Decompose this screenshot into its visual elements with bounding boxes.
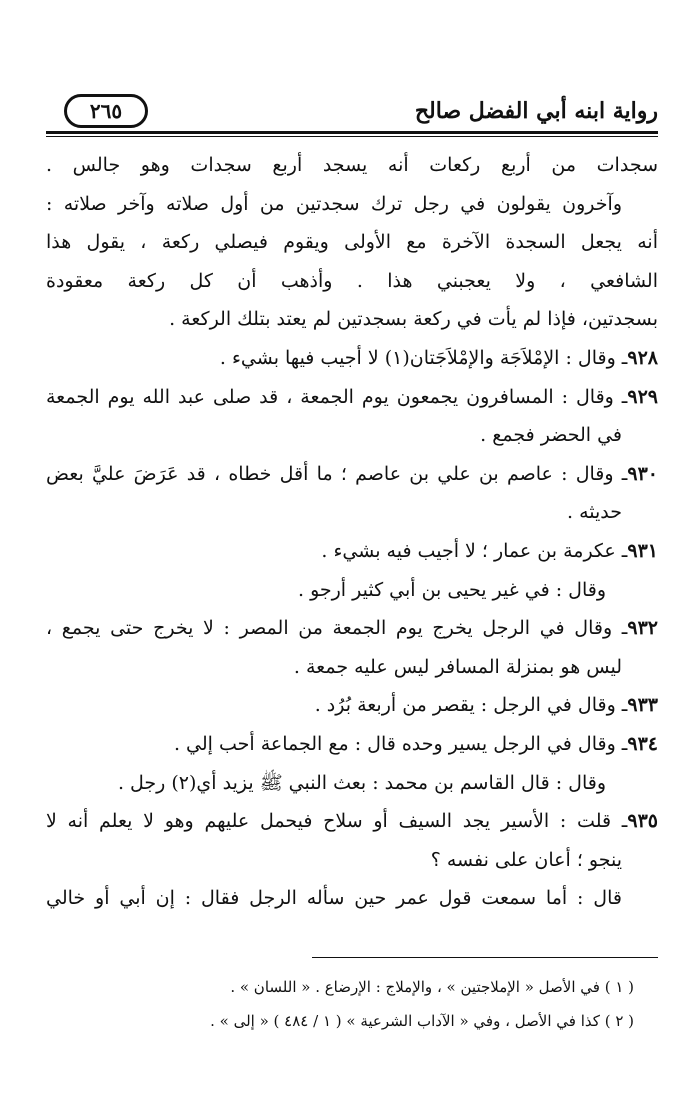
text-line: الشافعي ، ولا يعجبني هذا . وأذهب أن كل ركعة معقودة	[46, 269, 658, 292]
text-line: وقال : في غير يحيى بن أبي كثير أرجو .	[297, 578, 606, 601]
entry-number: ٩٢٨	[627, 346, 658, 369]
entry-text: ـ وقال : المسافرون يجمعون يوم الجمعة ، قد صلى عبد الله يوم الجمعة	[46, 385, 628, 408]
text-line: بسجدتين، فإذا لم يأت في ركعة بسجدتين لم يعتد بتلك الركعة .	[169, 308, 658, 331]
entry-text: ـ عكرمة بن عمار ؛ لا أجيب فيه بشيء .	[321, 539, 628, 562]
text-line: وقال : قال القاسم بن محمد : بعث النبي ﷺ يزيد أي(٢) رجل .	[117, 771, 606, 794]
entry-text: ـ وقال : عاصم بن علي بن عاصم ؛ ما أقل خطاه ، قد عَرَضَ عليَّ بعض	[46, 462, 628, 485]
entry-number: ٩٣٣	[627, 694, 658, 717]
header-rule	[46, 131, 658, 134]
entry-931	[46, 532, 658, 571]
entry-text: ـ وقال في الرجل : يقصر من أربعة بُرُد .	[314, 694, 628, 717]
footnotes	[46, 970, 634, 1038]
running-header	[46, 92, 658, 136]
entry-text: ـ وقال في الرجل يسير وحده قال : مع الجماعة أحب إلي .	[173, 732, 628, 755]
text-line: قال : أما سمعت قول عمر حين سأله الرجل فقال : إن أبي أو خالي	[46, 887, 622, 910]
header-rule-thin	[46, 136, 658, 137]
entry-928	[46, 339, 658, 378]
entry-text: ـ قلت : الأسير يجد السيف أو سلاح فيحمل عليهم وهو لا يعلم أنه لا	[46, 810, 628, 833]
entry-934	[46, 725, 658, 764]
entry-number: ٩٣١	[627, 539, 658, 562]
entry-932	[46, 609, 658, 648]
entry-933	[46, 686, 658, 725]
entry-930	[46, 455, 658, 494]
entry-number: ٩٢٩	[627, 385, 658, 408]
text-line: ينجو ؛ أعان على نفسه ؟	[430, 848, 622, 871]
entry-number: ٩٣٠	[627, 462, 658, 485]
entry-text: ـ وقال في الرجل يخرج يوم الجمعة من المصر : لا يخرج حتى يجمع ،	[46, 617, 628, 640]
main-text	[46, 146, 658, 918]
text-line: ليس هو بمنزلة المسافر ليس عليه جمعة .	[293, 655, 622, 678]
page-number: ٢٦٥	[64, 94, 148, 128]
text-line: حديثه .	[566, 501, 622, 524]
text-line: وآخرون يقولون في رجل ترك سجدتين من أول صلاته وآخر صلاته :	[46, 192, 622, 215]
entry-number: ٩٣٤	[627, 732, 658, 755]
text-line: في الحضر فجمع .	[480, 424, 622, 447]
entry-935	[46, 802, 658, 841]
entry-text: ـ وقال : الإمْلاَجَة والإمْلاَجَتان(١) لا أجيب فيها بشيء .	[219, 346, 628, 369]
text-line: أنه يجعل السجدة الآخرة مع الأولى ويقوم فيصلي ركعة ، يقول هذا	[46, 231, 658, 254]
footnote-1: ( ١ ) في الأصل « الإملاجتين » ، والإملاج : الإرضاع . « اللسان » .	[230, 978, 634, 996]
running-title: رواية ابنه أبي الفضل صالح	[414, 98, 658, 124]
footnote-rule	[312, 957, 658, 958]
text-line: سجدات من أربع ركعات أنه يسجد أربع سجدات وهو جالس .	[46, 154, 658, 176]
entry-number: ٩٣٢	[627, 617, 658, 640]
footnote-2: ( ٢ ) كذا في الأصل ، وفي « الآداب الشرعية » ( ١ / ٤٨٤ ) « إلى » .	[210, 1012, 634, 1030]
entry-number: ٩٣٥	[627, 810, 658, 833]
entry-929	[46, 378, 658, 417]
